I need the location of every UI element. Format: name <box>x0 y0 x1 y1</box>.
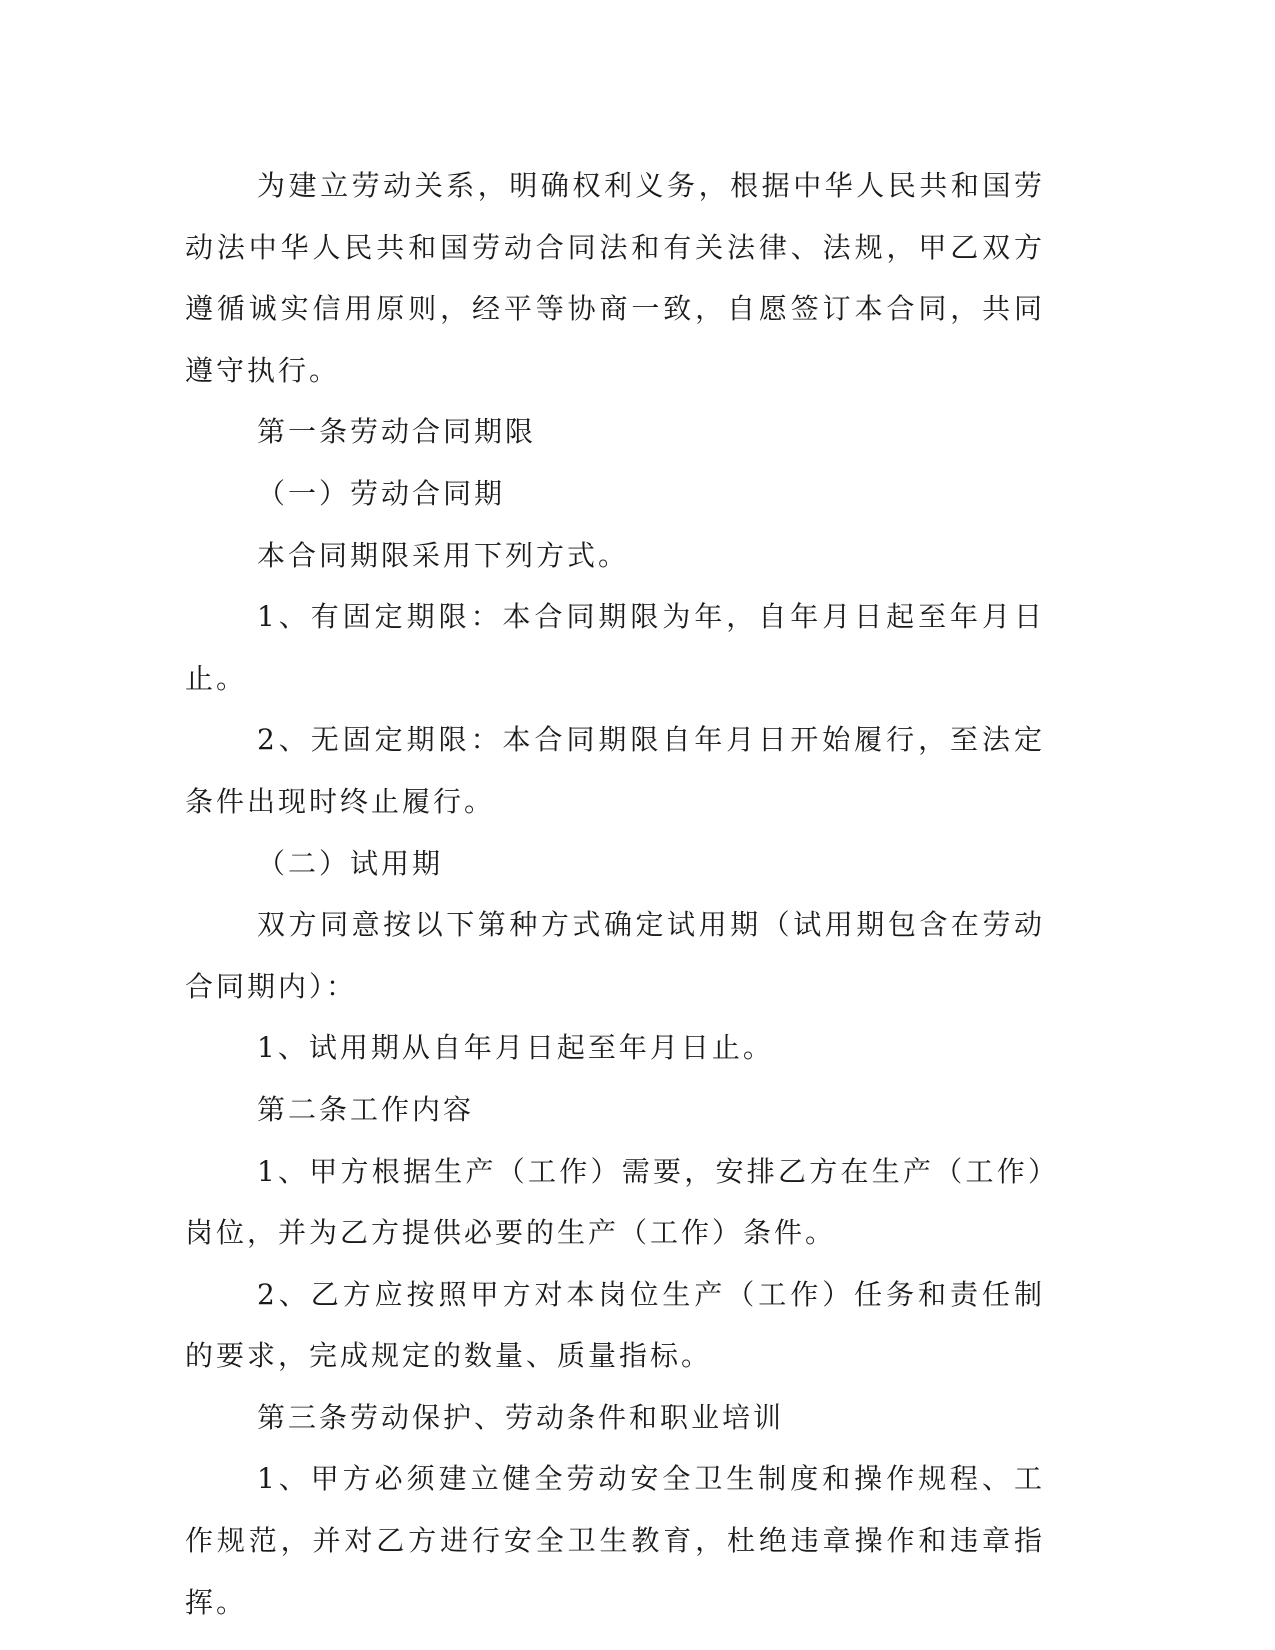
subheading-contract-term: （一）劳动合同期 <box>257 476 506 510</box>
heading-article-3: 第三条劳动保护、劳动条件和职业培训 <box>257 1400 785 1434</box>
paragraph-probation-method: 双方同意按以下第种方式确定试用期（试用期包含在劳动合同期内）： <box>185 908 1045 1003</box>
document-body <box>185 155 1045 1633</box>
subheading-probation: （二）试用期 <box>257 846 444 880</box>
paragraph-work-arrangement: 1、甲方根据生产（工作）需要，安排乙方在生产（工作）岗位，并为乙方提供必要的生产（工作）条件。 <box>185 1154 1045 1250</box>
paragraph-safety-rules: 1、甲方必须建立健全劳动安全卫生制度和操作规程、工作规范，并对乙方进行安全卫生教育，杜绝违章操作和违章指挥。 <box>185 1462 1045 1619</box>
paragraph-intro: 为建立劳动关系，明确权利义务，根据中华人民共和国劳动法中华人民共和国劳动合同法和有关法律、法规，甲乙双方遵循诚实信用原则，经平等协商一致，自愿签订本合同，共同遵守执行。 <box>185 169 1045 387</box>
paragraph-probation-period: 1、试用期从自年月日起至年月日止。 <box>257 1031 774 1065</box>
paragraph-fixed-term: 1、有固定期限：本合同期限为年，自年月日起至年月日止。 <box>185 600 1045 695</box>
heading-article-1: 第一条劳动合同期限 <box>257 415 537 449</box>
paragraph-term-method: 本合同期限采用下列方式。 <box>257 538 630 572</box>
paragraph-work-requirements: 2、乙方应按照甲方对本岗位生产（工作）任务和责任制的要求，完成规定的数量、质量指标。 <box>185 1277 1045 1373</box>
paragraph-open-term: 2、无固定期限：本合同期限自年月日开始履行，至法定条件出现时终止履行。 <box>185 723 1045 818</box>
heading-article-2: 第二条工作内容 <box>257 1092 475 1126</box>
